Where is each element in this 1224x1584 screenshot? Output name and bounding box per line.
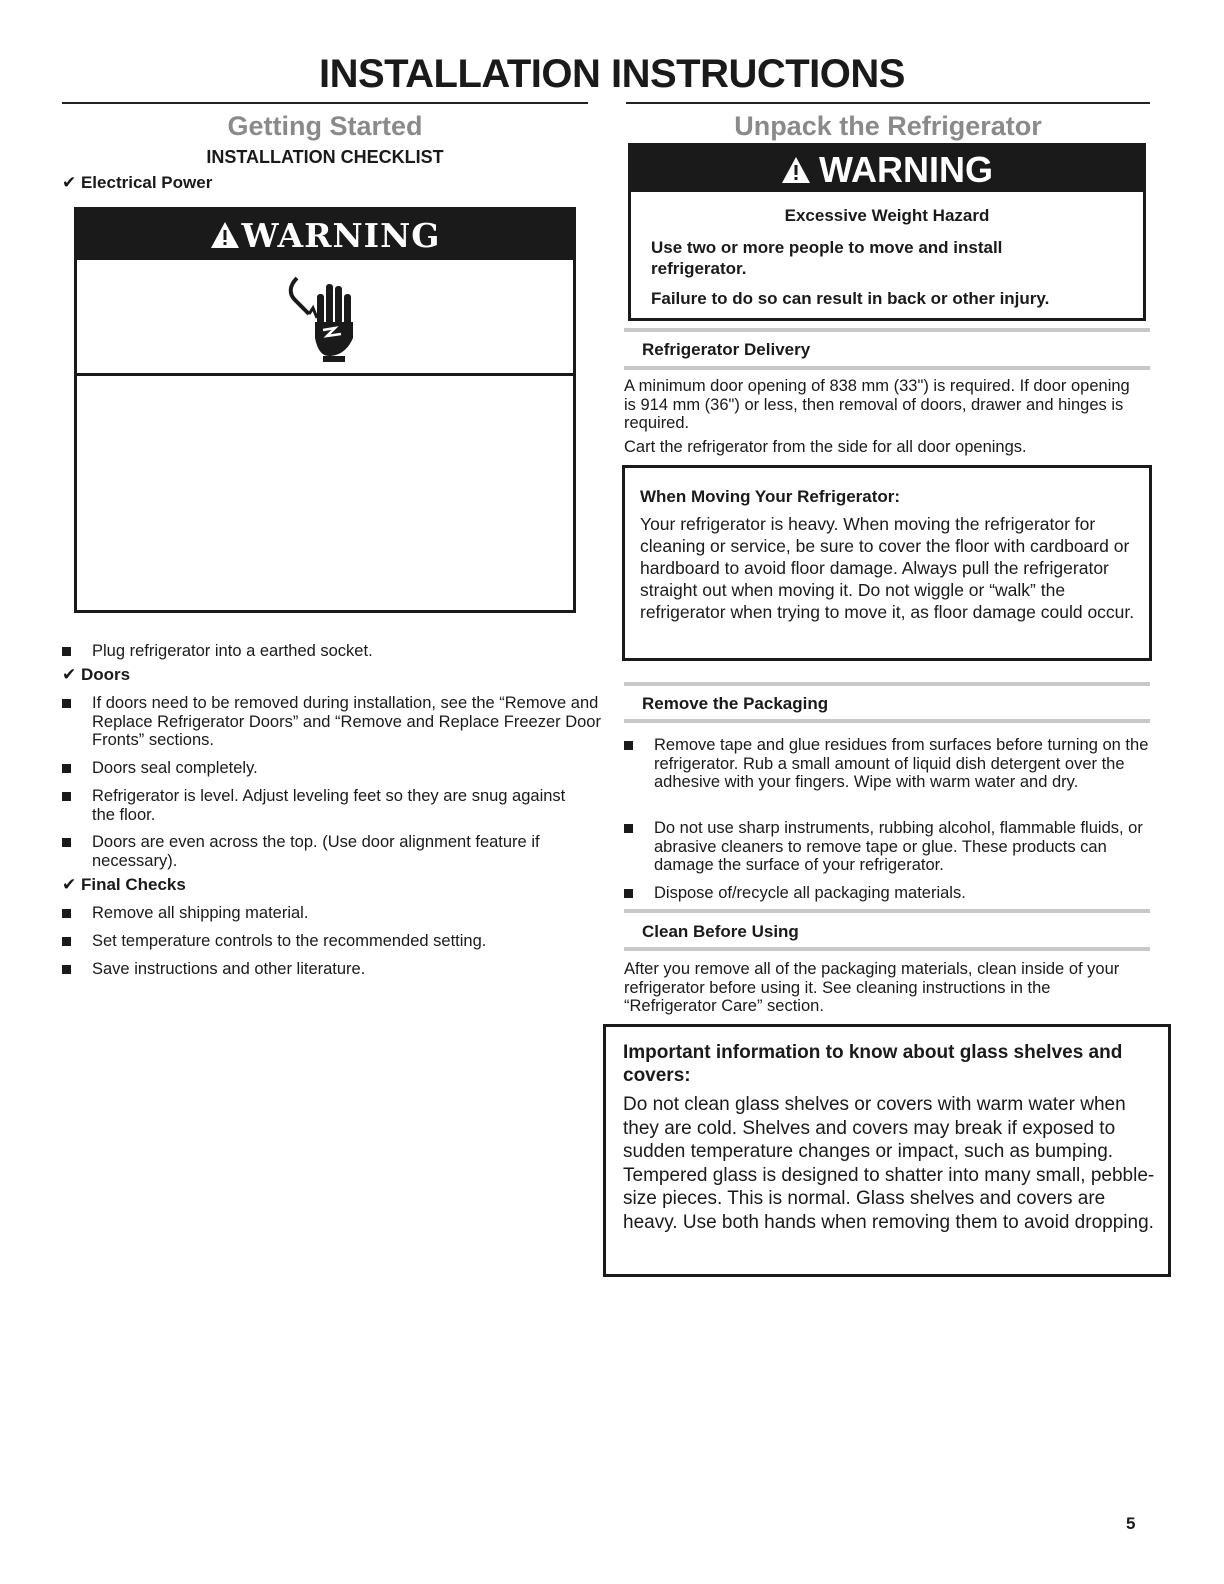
- glass-shelves-box: [603, 1024, 1171, 1277]
- section-title-getting-started: Getting Started: [227, 111, 423, 141]
- final-item: Save instructions and other literature.: [62, 960, 608, 979]
- page-title: INSTALLATION INSTRUCTIONS: [319, 52, 905, 96]
- electrical-shock-hand-icon: [287, 272, 367, 367]
- door-item: Doors are even across the top. (Use door alignment feature if necessary).: [62, 833, 612, 870]
- checklist-heading: INSTALLATION CHECKLIST: [206, 147, 444, 167]
- clean-text: After you remove all of the packaging materials, clean inside of your refrigerator before using it. See cleaning instructions in the “Refrigerator Care” section.: [624, 960, 1120, 1015]
- delivery-rule-top: [624, 328, 1150, 332]
- warning-triangle-icon: [781, 148, 811, 196]
- electrical-warning-box: [74, 207, 576, 613]
- warning-hazard: Excessive Weight Hazard: [784, 206, 990, 225]
- check-final: ✔ Final Checks: [62, 875, 186, 894]
- moving-text: Your refrigerator is heavy. When moving the refrigerator for cleaning or service, be sure to cover the floor with cardboard or hardboard to avoid floor damage. Always pull the refrigerator straight out when moving it. Do not wiggle or “walk” the refrigerator when trying to move it, as floor damage could occur.: [640, 514, 1135, 622]
- final-item: Set temperature controls to the recommended setting.: [62, 932, 608, 951]
- clean-rule-bottom: [624, 947, 1150, 951]
- section-title-unpack: Unpack the Refrigerator: [734, 111, 1042, 141]
- warning-left-header: [77, 210, 573, 260]
- clean-rule-top: [624, 909, 1150, 913]
- door-item: If doors need to be removed during installation, see the “Remove and Replace Refrigerator Doors” and “Remove and Replace Freezer Door Fronts” sections.: [62, 694, 612, 750]
- warning-triangle-icon: [210, 212, 240, 264]
- glass-heading: Important information to know about glass shelves and covers:: [623, 1042, 1123, 1086]
- door-item: Refrigerator is level. Adjust leveling feet so they are snug against the floor.: [62, 787, 592, 824]
- delivery-heading: Refrigerator Delivery: [642, 340, 811, 359]
- packaging-rule-top: [624, 682, 1150, 686]
- packaging-rule-bottom: [624, 719, 1150, 723]
- delivery-text: A minimum door opening of 838 mm (33") is required. If door opening is 914 mm (36") or less, then removal of doors, drawer and hinges is required.: [624, 377, 1130, 432]
- packaging-item: Remove tape and glue residues from surfaces before turning on the refrigerator. Rub a small amount of liquid dish detergent over the adhesive with your fingers. Wipe with warm water and dry.: [624, 736, 1154, 792]
- warning-right-title: WARNING: [819, 149, 993, 190]
- clean-heading: Clean Before Using: [642, 922, 799, 941]
- delivery-text-2: Cart the refrigerator from the side for all door openings.: [624, 438, 1027, 456]
- check-doors: ✔ Doors: [62, 665, 131, 684]
- title-rule-left: [62, 102, 588, 104]
- moving-heading: When Moving Your Refrigerator:: [640, 487, 901, 506]
- warning-right-header: [631, 146, 1143, 192]
- warning-line1: Use two or more people to move and install refrigerator.: [651, 238, 1003, 278]
- warning-left-title: WARNING: [241, 216, 441, 255]
- warning-symbol-area: [77, 260, 573, 376]
- glass-text: Do not clean glass shelves or covers with warm water when they are cold. Shelves and covers may break if exposed to sudden temperature changes or impact, such as bumping. Tempered glass is designed to shatter into many small, pebble-size pieces. This is normal. Glass shelves and covers are heavy. Use both hands when removing them to avoid dropping.: [623, 1094, 1155, 1233]
- electrical-item: Plug refrigerator into a earthed socket.: [62, 642, 608, 661]
- warning-line2: Failure to do so can result in back or other injury.: [651, 289, 1050, 308]
- moving-box: [622, 465, 1152, 661]
- weight-warning-box: [628, 143, 1146, 321]
- delivery-rule-bottom: [624, 366, 1150, 370]
- check-electrical-power: ✔ Electrical Power: [62, 173, 213, 192]
- packaging-item: Dispose of/recycle all packaging materials.: [624, 884, 1154, 903]
- door-item: Doors seal completely.: [62, 759, 608, 778]
- final-item: Remove all shipping material.: [62, 904, 608, 923]
- page-number: 5: [1126, 1514, 1136, 1533]
- title-rule-right: [626, 102, 1150, 104]
- packaging-heading: Remove the Packaging: [642, 694, 829, 713]
- packaging-item: Do not use sharp instruments, rubbing alcohol, flammable fluids, or abrasive cleaners to remove tape or glue. These products can damage the surface of your refrigerator.: [624, 819, 1154, 875]
